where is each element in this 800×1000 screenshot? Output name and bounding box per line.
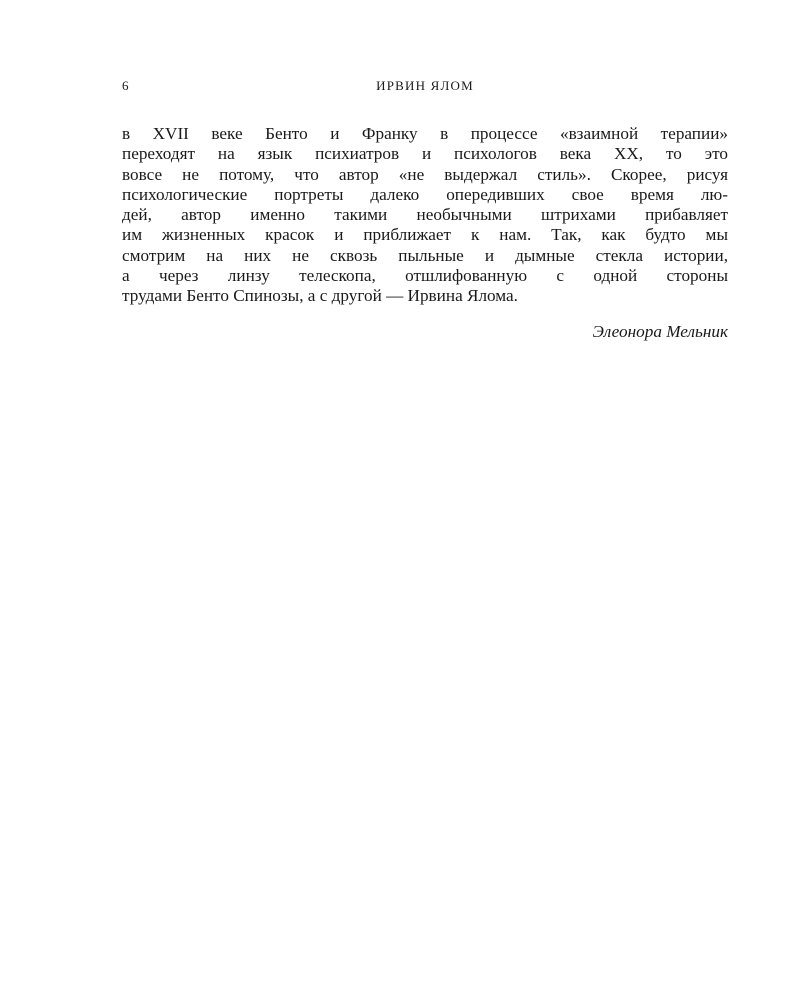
text-line: психологические портреты далеко опередивших свое время лю-	[122, 184, 728, 204]
page-number: 6	[122, 78, 129, 93]
text-line: а через линзу телескопа, отшлифованную с одной стороны	[122, 266, 728, 286]
body-paragraph	[122, 124, 728, 307]
text-line: переходят на язык психиатров и психологов века XX, то это	[122, 144, 728, 164]
text-line: трудами Бенто Спинозы, а с другой — Ирвина Ялома.	[122, 286, 518, 306]
text-line: им жизненных красок и приближает к нам. Так, как будто мы	[122, 225, 728, 245]
running-head	[122, 78, 728, 96]
running-title: ИРВИН ЯЛОМ	[376, 78, 474, 93]
text-line: дей, автор именно такими необычными штрихами прибавляет	[122, 205, 728, 225]
text-line: смотрим на них не сквозь пыльные и дымные стекла истории,	[122, 245, 728, 265]
text-line: в XVII веке Бенто и Франку в процессе «взаимной терапии»	[122, 124, 728, 143]
author-signature: Элеонора Мельник	[592, 322, 728, 341]
text-line: вовсе не потому, что автор «не выдержал стиль». Скорее, рисуя	[122, 164, 728, 184]
